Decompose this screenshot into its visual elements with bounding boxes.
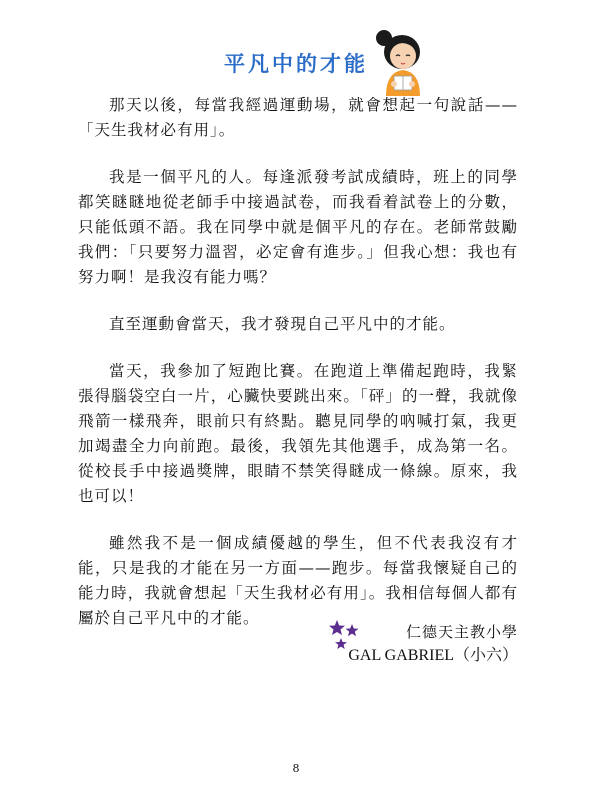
paragraph: 雖然我不是一個成績優越的學生，但不代表我沒有才能，只是我的才能在另一方面——跑步。每當我懷疑自己的能力時，我就會想起「天生我材必有用」。我相信每個人都有屬於自己平凡中的才能。	[78, 534, 518, 627]
school-name: 仁德天主教小學	[405, 623, 518, 641]
article-body	[78, 93, 518, 653]
page-number: 8	[292, 762, 300, 775]
girl-reading-illustration	[372, 26, 428, 96]
paragraph: 當天，我參加了短跑比賽。在跑道上準備起跑時，我緊張得腦袋空白一片，心臟快要跳出來。「砰」的一聲，我就像飛箭一樣飛奔，眼前只有終點。聽見同學的吶喊打氣，我更加竭盡全力向前跑。最後，我領先其他選手，成為第一名。從校長手中接過獎牌，眼睛不禁笑得瞇成一條線。原來，我也可以！	[78, 362, 518, 505]
paragraph: 那天以後，每當我經過運動場，就會想起一句說話——「天生我材必有用」。	[78, 96, 518, 139]
author-name: GAL GABRIEL（小六）	[348, 647, 518, 664]
paragraph: 我是一個平凡的人。每逢派發考試成績時，班上的同學都笑瞇瞇地從老師手中接過試卷，而我看着試卷上的分數，只能低頭不語。我在同學中就是個平凡的存在。老師常鼓勵我們：「只要努力溫習，必定會有進步。」但我心想：我也有努力啊！是我沒有能力嗎？	[78, 168, 518, 286]
page-title: 平凡中的才能	[224, 51, 368, 76]
paragraph: 直至運動會當天，我才發現自己平凡中的才能。	[109, 315, 456, 333]
signature	[348, 620, 518, 668]
